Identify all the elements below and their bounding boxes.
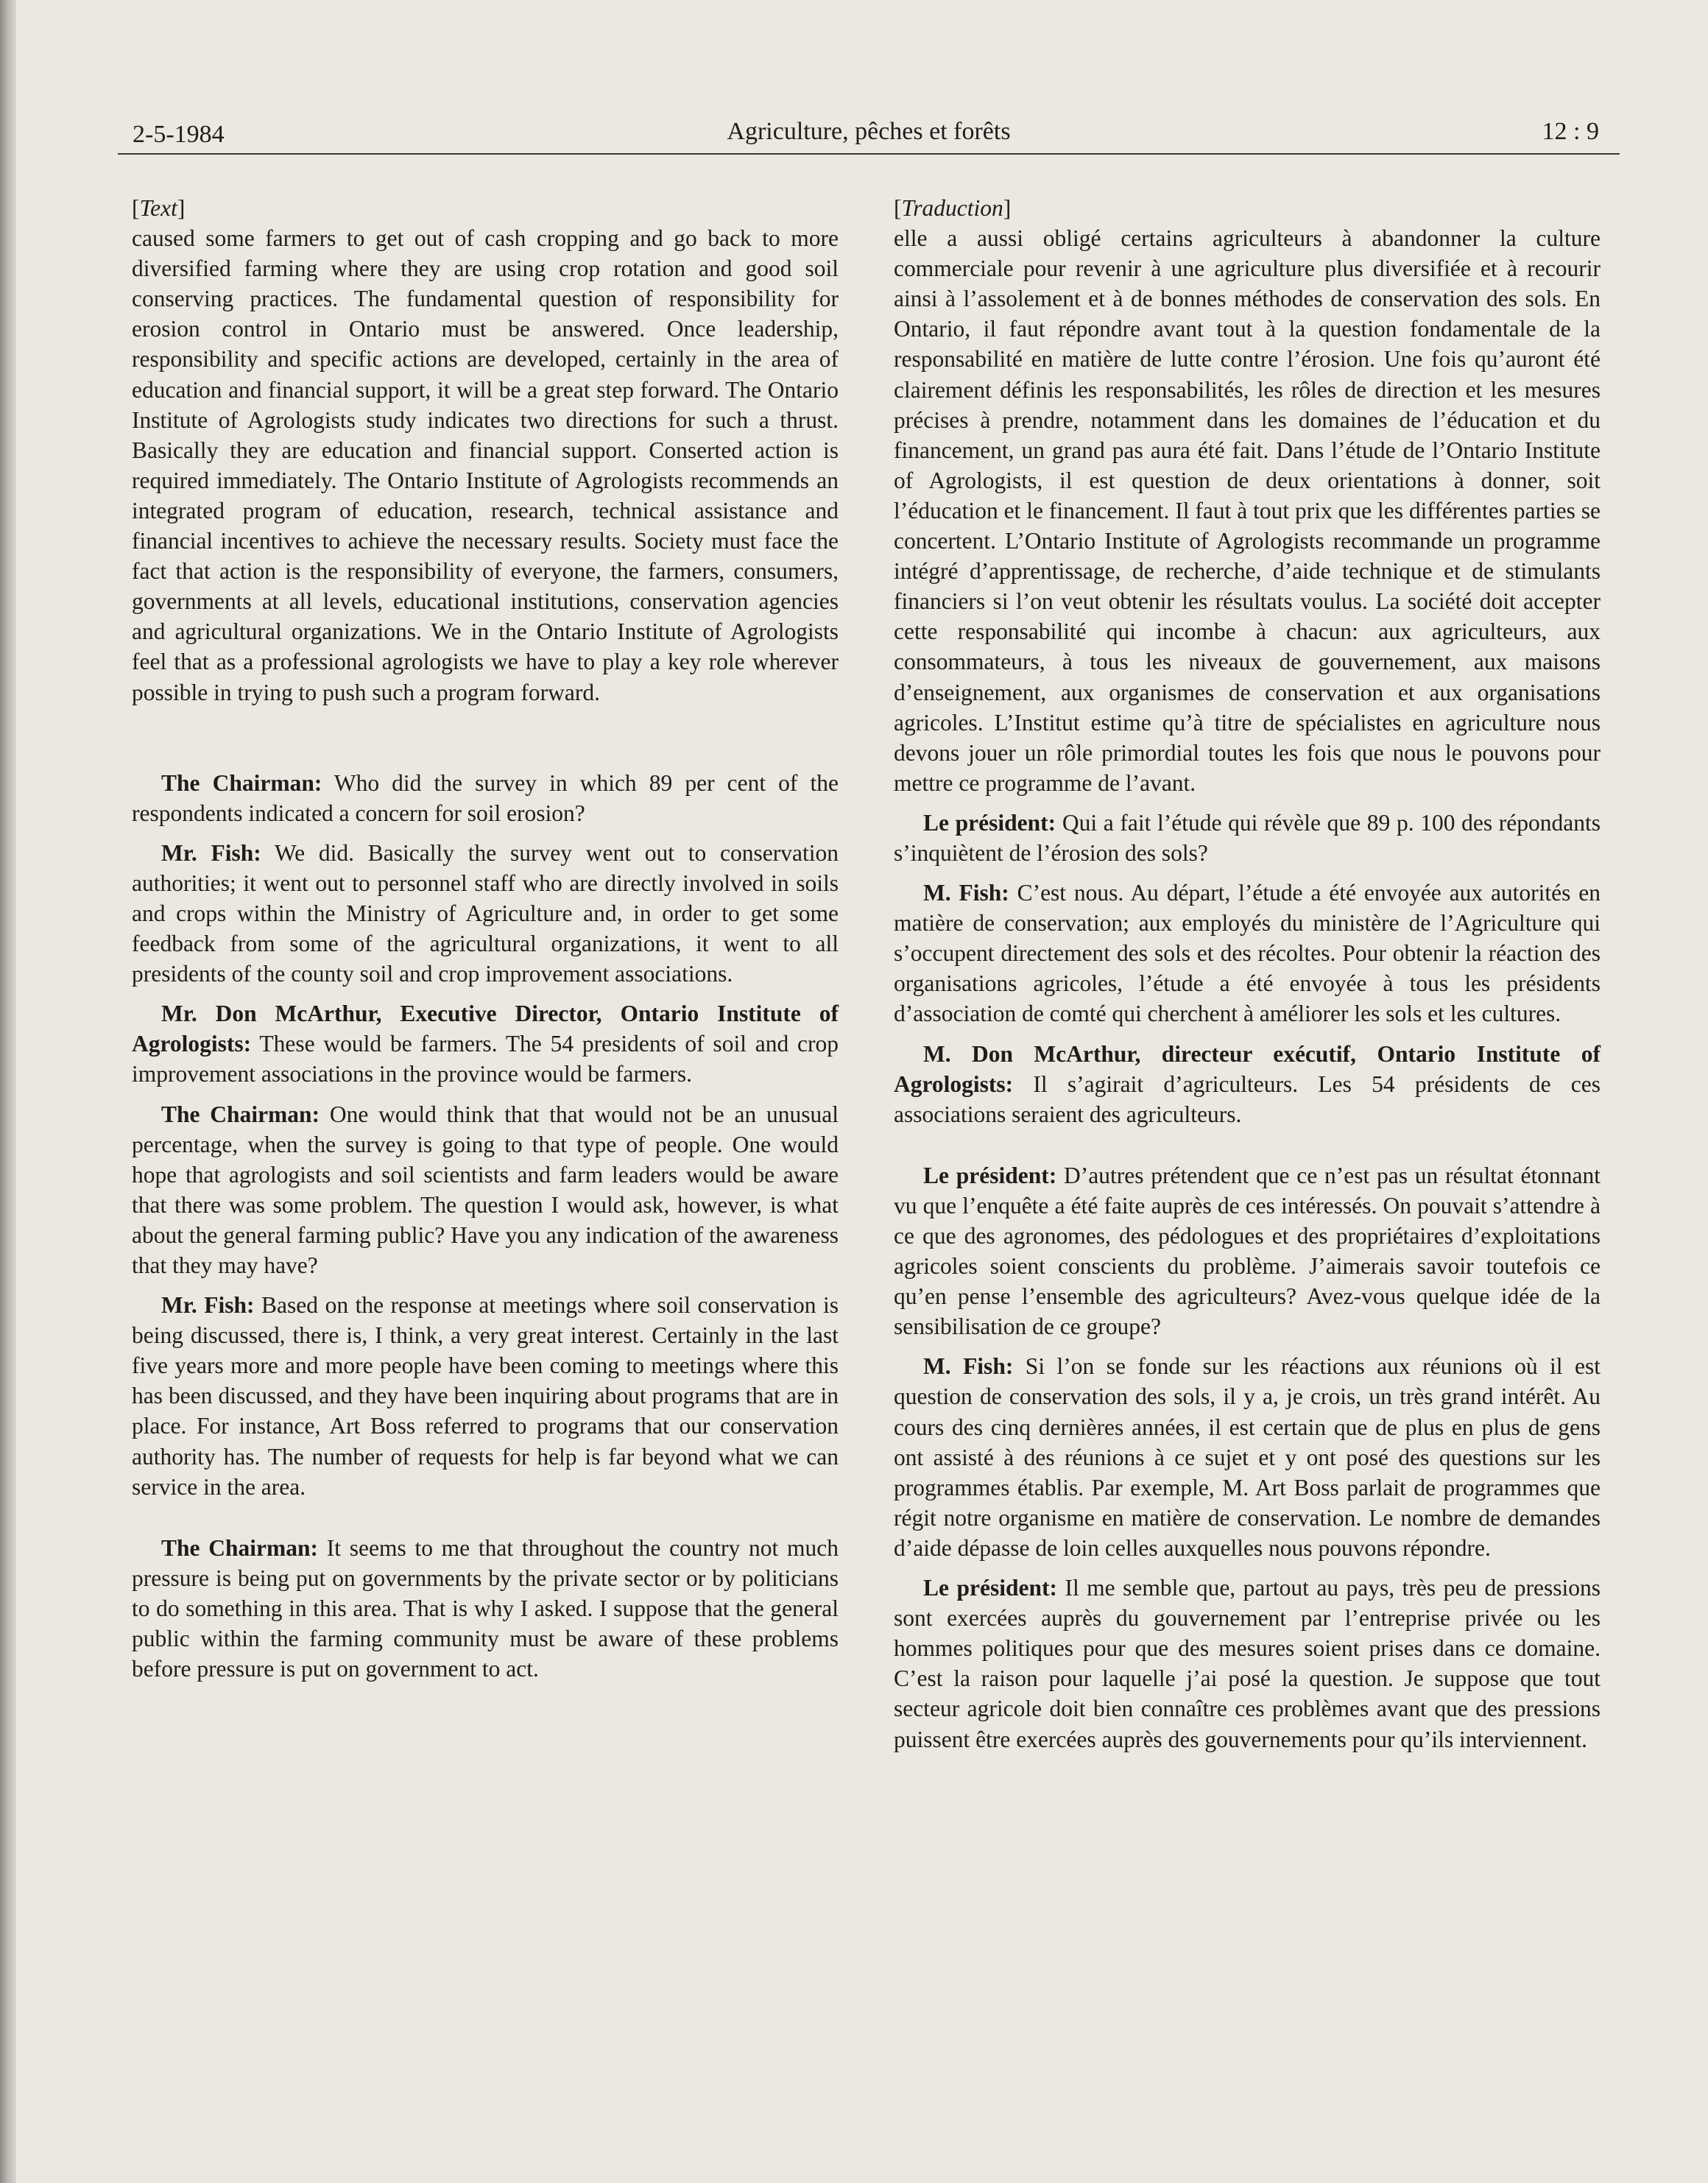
speaker-name: Mr. Fish: <box>161 839 261 866</box>
speech-paragraph <box>132 1099 839 1281</box>
speaker-name: M. Don McArthur, directeur exécutif, Ontario Institute of Agrologists: <box>894 1040 1601 1097</box>
english-column <box>132 193 839 1684</box>
column-label: [Text] <box>132 195 186 221</box>
speech-text: Who did the survey in which 89 per cent of the respondents indicated a concern for soil erosion? <box>132 769 839 826</box>
speaker-name: M. Fish: <box>923 880 1009 906</box>
speech-text: Si l’on se fonde sur les réactions aux réunions où il est question de conservation des sols, il y a, je crois, un très grand intérêt. Au cours des cinq dernières années, il est certain que de plus en plus de gens ont assisté à des réunions à ce sujet et y ont posé des questions sur les programmes établis. Par exemple, M. Art Boss parlait de programmes que régit notre organisme en matière de conservation. Le nombre de demandes d’aide dépasse de loin celles auxquelles nous pouvons répondre. <box>894 1353 1601 1561</box>
page-number: 12 : 9 <box>1542 118 1599 145</box>
speaker-name: M. Fish: <box>923 1353 1014 1380</box>
speech-paragraph <box>894 1160 1601 1342</box>
speech-text: It seems to me that throughout the country not much pressure is being put on governments by the private sector or by politicians to do something in this area. That is why I asked. I suppose that the general public within the farming community must be aware of these problems before pressure is put on government to act. <box>132 1534 839 1682</box>
speaker-name: Le président: <box>923 1162 1057 1188</box>
speech-text: One would think that that would not be an unusual percentage, when the survey is going to that type of people. One would hope that agrologists and soil scientists and farm leaders would be aware that there was some problem. The question I would ask, however, is what about the general farming public? Have you any indication of the awareness that they may have? <box>132 1101 839 1278</box>
speech-text: Based on the response at meetings where soil conservation is being discussed, there is, I think, a very great interest. Certainly in the last five years more and more people have been coming to meetings where this has been discussed, and they have been inquiring about programs that are in place. For instance, Art Boss referred to programs that our conservation authority has. The number of requests for help is far beyond what we can service in the area. <box>132 1292 839 1500</box>
speech-paragraph <box>894 808 1601 868</box>
speaker-name: The Chairman: <box>161 769 322 796</box>
page-binding-edge <box>0 0 16 2183</box>
column-label-text: Text <box>139 195 177 221</box>
speech-paragraph <box>894 1039 1601 1129</box>
speech-paragraph <box>132 998 839 1089</box>
column-label: [Traduction] <box>894 195 1012 221</box>
speech-text: Il s’agirait d’agriculteurs. Les 54 présidents de ces associations seraient des agriculteurs. <box>894 1071 1601 1127</box>
paragraph <box>132 223 839 708</box>
speech-text: Qui a fait l’étude qui révèle que 89 p. 100 des répondants s’inquiètent de l’érosion des sols? <box>894 809 1601 866</box>
french-column <box>894 193 1601 1754</box>
speech-paragraph <box>132 1290 839 1502</box>
speech-paragraph <box>132 1533 839 1684</box>
speech-text: We did. Basically the survey went out to conservation authorities; it went out to personnel staff who are directly involved in soils and crops within the Ministry of Agriculture and, in order to get some feedback from some of the agricultural organizations, it went to all presidents of the county soil and crop improvement associations. <box>132 839 839 987</box>
speaker-name: Le président: <box>923 1575 1057 1601</box>
running-header <box>118 116 1620 155</box>
column-label-text: Traduction <box>901 195 1003 221</box>
speaker-name: The Chairman: <box>161 1534 318 1561</box>
speaker-name: The Chairman: <box>161 1101 320 1127</box>
document-page <box>16 0 1708 2183</box>
speech-paragraph <box>894 1351 1601 1563</box>
speech-text: D’autres prétendent que ce n’est pas un résultat étonnant vu que l’enquête a été faite auprès de ces intéressés. On pouvait s’attendre à ce que des agronomes, des pédologues et des propriétaires d’exploitations agricoles soient conscients du problème. J’aimerais savoir toutefois ce qu’en pense l’ensemble des agriculteurs? Avez-vous quelque idée de la sensibilisation de ce groupe? <box>894 1162 1601 1340</box>
speech-text: C’est nous. Au départ, l’étude a été envoyée aux autorités en matière de conservation; aux employés du ministère de l’Agriculture qui s’occupent directement des sols et des récoltes. Pour obtenir la réaction des organisations agricoles, l’étude a été envoyée à tous les présidents d’association de comté qui cherchent à améliorer les sols et les cultures. <box>894 880 1601 1027</box>
speaker-name: Le président: <box>923 809 1056 836</box>
speech-paragraph <box>132 838 839 989</box>
speech-paragraph <box>894 878 1601 1029</box>
paragraph <box>894 223 1601 798</box>
header-date: 2-5-1984 <box>133 121 225 148</box>
paragraph-text: elle a aussi obligé certains agriculteurs à abandonner la culture commerciale pour revenir à une agriculture plus diversifiée et à recourir ainsi à l’assolement et à de bonnes méthodes de conservation des sols. En Ontario, il faut répondre avant tout à la question fondamentale de la responsabilité en matière de lutte contre l’érosion. Une fois qu’auront été clairement définis les responsabilités, les rôles de direction et les mesures précises à prendre, notamment dans les domaines de l’éducation et du financement, un grand pas aura été fait. Dans l’étude de l’Ontario Institute of Agrologists, il est question de deux orientations à donner, soit l’éducation et le financement. Il faut à tout prix que les différentes parties se concertent. L’Ontario Institute of Agrologists recommande un programme intégré d’apprentissage, de recherche, d’aide technique et de stimulants financiers si l’on veut obtenir les résultats voulus. La société doit accepter cette responsabilité qui incombe à chacun: aux agriculteurs, aux consommateurs, à tous les niveaux de gouvernement, aux maisons d’enseignement, aux organismes de conservation et aux organisations agricoles. L’Institut estime qu’à titre de spécialistes en agriculture nous devons jouer un rôle primordial toutes les fois que nous le pouvons pour mettre ce programme de l’avant. <box>894 225 1601 796</box>
paragraph-text: caused some farmers to get out of cash cropping and go back to more diversified farming where they are using crop rotation and good soil conserving practices. The fundamental question of responsibility for erosion control in Ontario must be answered. Once leadership, responsibility and specific actions are developed, certainly in the area of education and financial support, it will be a great step forward. The Ontario Institute of Agrologists study indicates two directions for such a thrust. Basically they are education and financial support. Conserted action is required immediately. The Ontario Institute of Agrologists recommends an integrated program of education, research, technical assistance and financial incentives to achieve the necessary results. Society must face the fact that action is the responsibility of everyone, the farmers, consumers, governments at all levels, educational institutions, conservation agencies and agricultural organizations. We in the Ontario Institute of Agrologists feel that as a professional agrologists we have to play a key role wherever possible in trying to push such a program forward. <box>132 225 839 705</box>
speech-paragraph <box>894 1573 1601 1754</box>
speech-text: Il me semble que, partout au pays, très peu de pressions sont exercées auprès du gouvernement par l’entreprise privée ou les hommes politiques pour que des mesures soient prises dans ce domaine. C’est la raison pour laquelle j’ai posé la question. Je suppose que tout secteur agricole doit bien connaître ces problèmes avant que des pressions puissent être exercées auprès des gouvernements pour qu’ils interviennent. <box>894 1575 1601 1752</box>
header-title: Agriculture, pêches et forêts <box>727 118 1011 145</box>
speech-paragraph <box>132 768 839 828</box>
speaker-name: Mr. Fish: <box>161 1292 255 1319</box>
speaker-name: Mr. Don McArthur, Executive Director, Ontario Institute of Agrologists: <box>132 1001 839 1057</box>
speech-text: These would be farmers. The 54 presidents of soil and crop improvement associations in the province would be farmers. <box>132 1031 839 1087</box>
